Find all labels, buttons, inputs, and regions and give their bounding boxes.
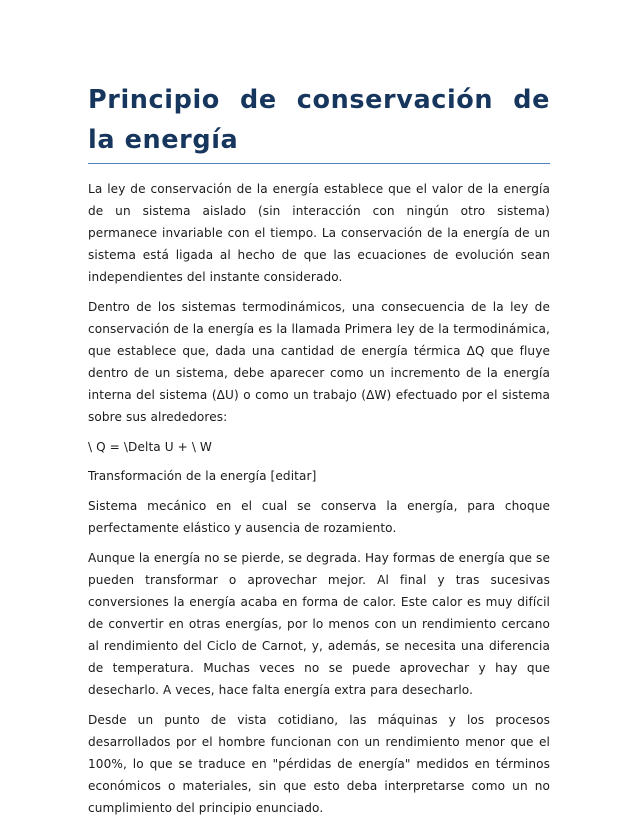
- paragraph-mechanical-system: Sistema mecánico en el cual se conserva la energía, para choque perfectamente elástico y ausencia de rozamiento.: [88, 499, 550, 535]
- formula-line: \ Q = \Delta U + \ W: [88, 440, 212, 454]
- paragraph-first-law: Dentro de los sistemas termodinámicos, una consecuencia de la ley de conservación de la energía es la llamada Primera ley de la termodinámica, que establece que, dada una cantidad de energía térmica ΔQ que fluye dentro de un sistema, debe aparecer como un incremento de la energía interna del sistema (ΔU) o como un trabajo (ΔW) efectuado por el sistema sobre sus alrededores:: [88, 300, 550, 424]
- paragraph-conservation-law: La ley de conservación de la energía establece que el valor de la energía de un sistema aislado (sin interacción con ningún otro sistema) permanece invariable con el tiempo. La conservación de la energía de un sistema está ligada al hecho de que las ecuaciones de evolución sean independientes del instante considerado.: [88, 182, 550, 284]
- paragraph-everyday-view: Desde un punto de vista cotidiano, las máquinas y los procesos desarrollados por el hombre funcionan con un rendimiento menor que el 100%, lo que se traduce en "pérdidas de energía" medidos en términos económicos o materiales, sin que esto deba interpretarse como un no cumplimiento del principio enunciado.: [88, 713, 550, 815]
- section-heading-transformation: Transformación de la energía [editar]: [88, 469, 317, 483]
- paragraph-energy-degradation: Aunque la energía no se pierde, se degrada. Hay formas de energía que se pueden transformar o aprovechar mejor. Al final y tras sucesivas conversiones la energía acaba en forma de calor. Este calor es muy difícil de convertir en otras energías, por lo menos con un rendimiento cercano al rendimiento del Ciclo de Carnot, y, además, se necesita una diferencia de temperatura. Muchas veces no se puede aprovechar y hay que desecharlo. A veces, hace falta energía extra para desecharlo.: [88, 551, 550, 697]
- document-title: Principio de conservación de la energía: [88, 85, 550, 155]
- document-page: [88, 80, 550, 827]
- title-underline: [88, 163, 550, 164]
